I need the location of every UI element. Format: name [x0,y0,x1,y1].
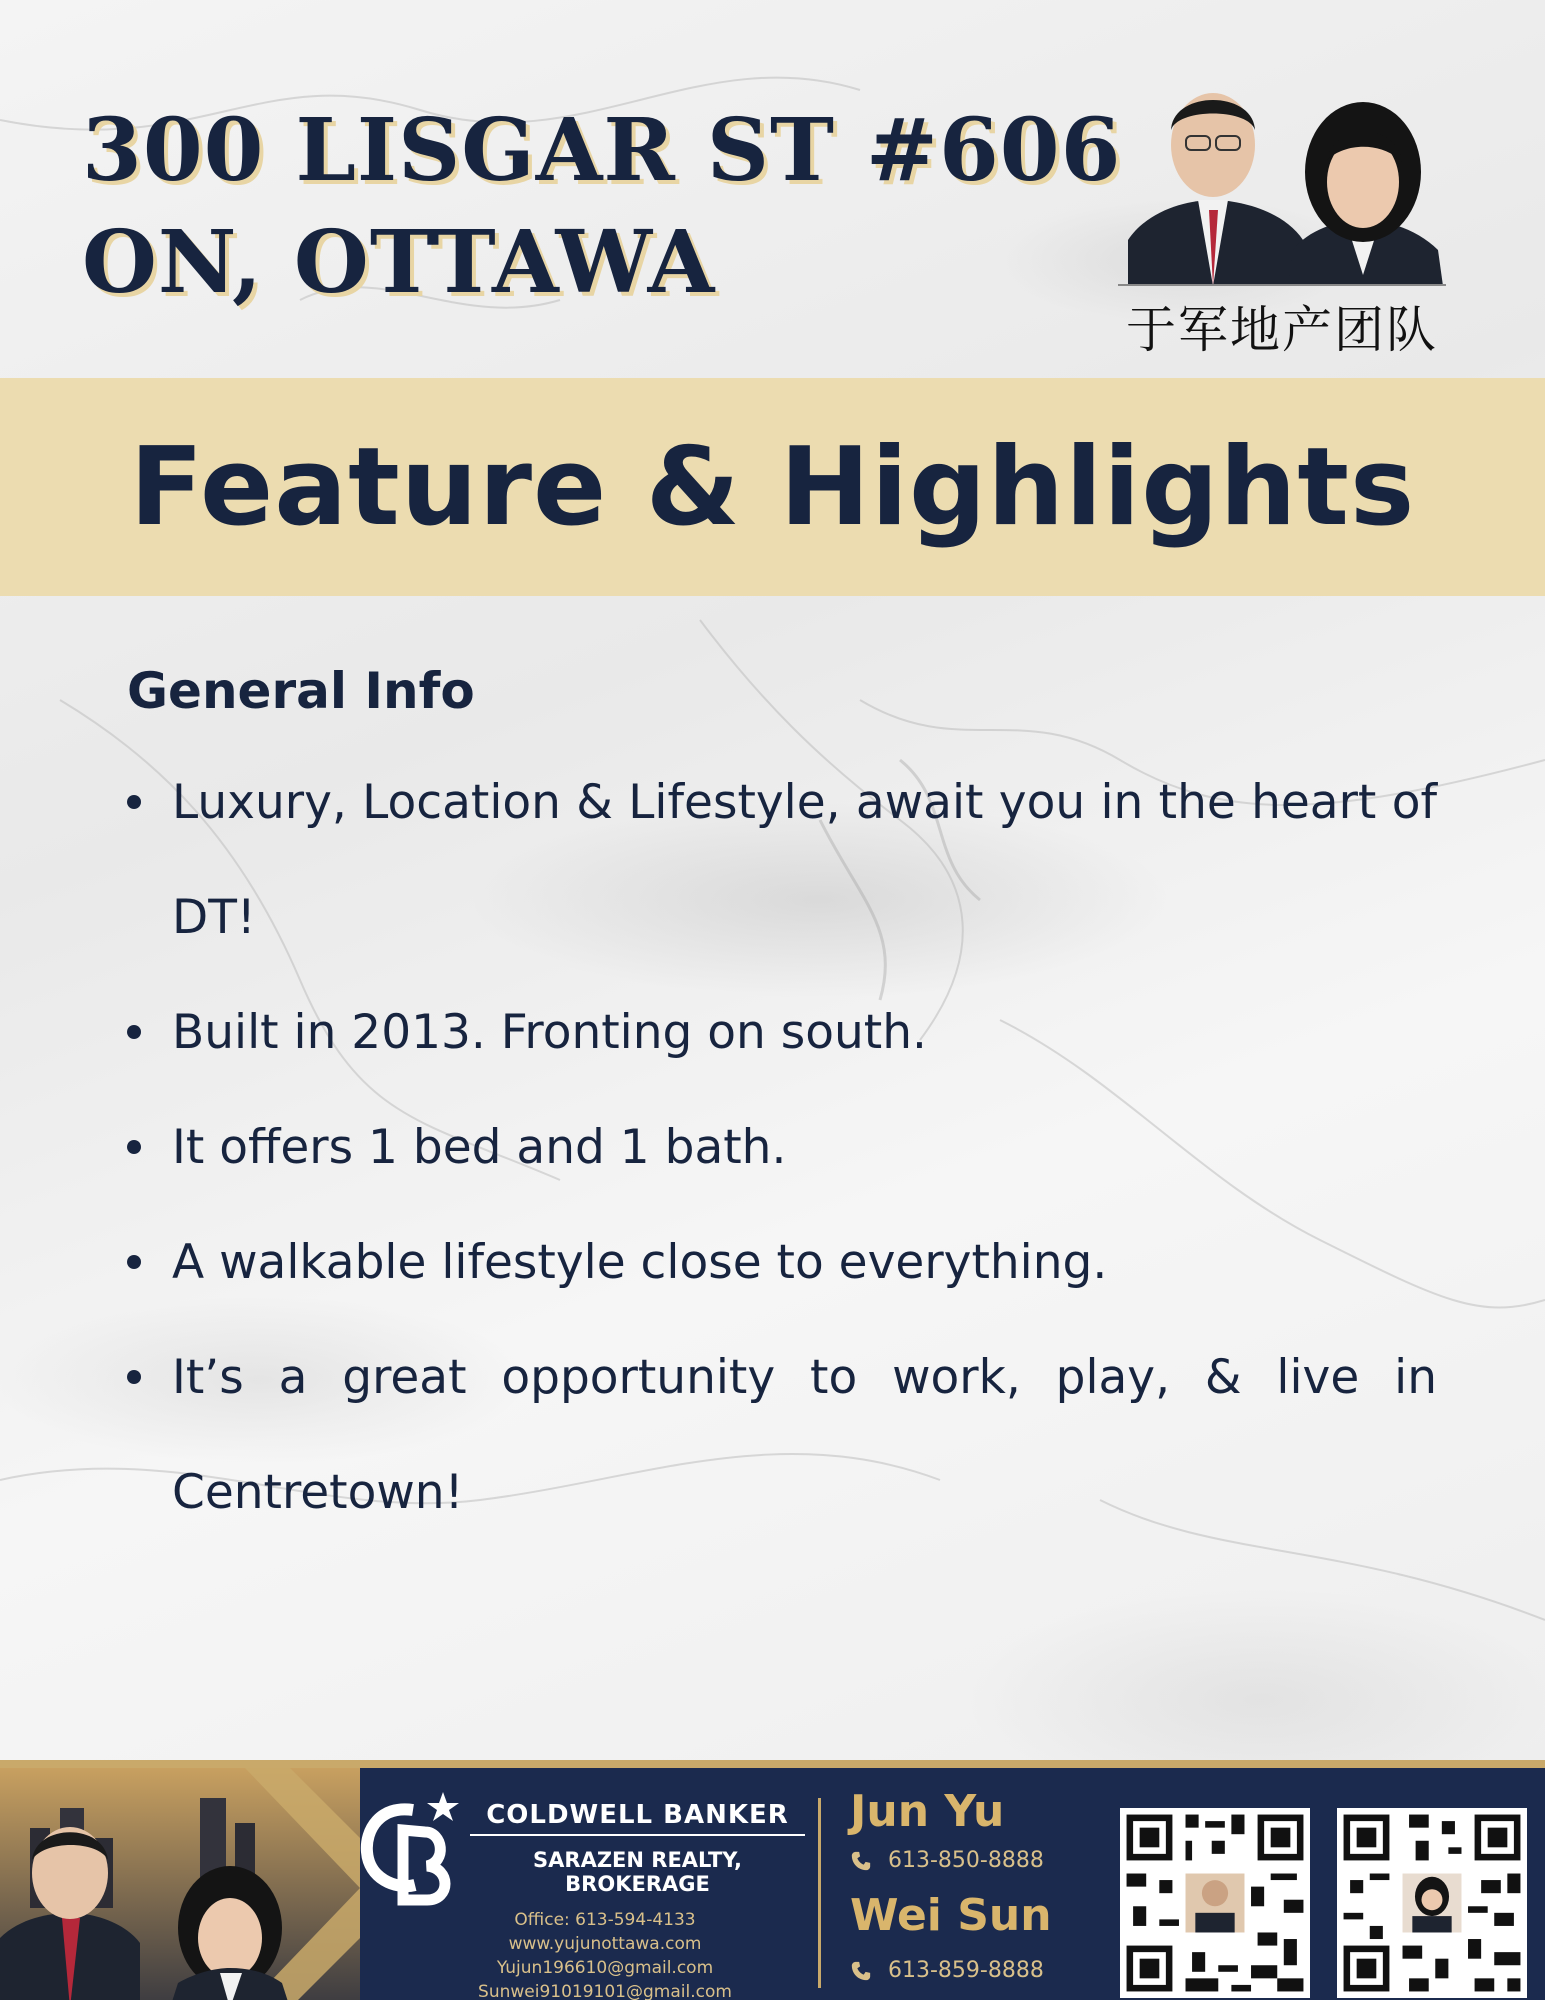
bullet-icon [127,795,141,809]
agent-name: Wei Sun [850,1890,1052,1941]
footer [0,1760,1545,2000]
brokerage-name: SARAZEN REALTY, BROKERAGE [533,1848,742,1896]
website-link[interactable]: www.yujunottawa.com [508,1934,702,1954]
bullet-icon [127,1025,141,1039]
list-item: It’s a great opportunity to work, play, & live in Centretown! [127,1320,1437,1550]
property-address [82,95,1121,319]
section-heading: General Info [127,662,475,720]
bullet-icon [127,1140,141,1154]
list-item: Luxury, Location & Lifestyle, await you in the heart of DT! [127,745,1437,975]
phone-icon [850,1850,872,1872]
address-line-2: ON, OTTAWA [82,212,716,313]
list-item: Built in 2013. Fronting on south. [127,975,1437,1090]
agent-phone: 613-850-8888 [850,1848,1044,1873]
team-name: 于军地产团队 [1126,301,1438,359]
email-link[interactable]: Yujun196610@gmail.com [496,1958,714,1978]
brand-name: COLDWELL BANKER [470,1800,805,1836]
banner-title: Feature & Highlights [129,424,1416,550]
qr-code[interactable] [1120,1808,1310,1998]
email-link[interactable]: Sunwei91019101@gmail.com [478,1982,732,2000]
list-item: A walkable lifestyle close to everything. [127,1205,1437,1320]
agents-photo [1118,50,1446,286]
bullet-icon [127,1370,141,1384]
address-line-1: 300 LISGAR ST #606 [82,100,1122,201]
bullet-icon [127,1255,141,1269]
qr-code[interactable] [1337,1808,1527,1998]
coldwell-banker-logo [355,1790,460,1910]
agent-phone: 613-859-8888 [850,1958,1044,1983]
footer-agents-photo [0,1768,360,2000]
agent-name: Jun Yu [850,1786,1005,1837]
footer-divider [818,1798,821,1988]
list-item: It offers 1 bed and 1 bath. [127,1090,1437,1205]
feature-banner [0,378,1545,596]
contact-info [420,1908,790,2000]
office-phone: Office: 613-594-4133 [514,1910,696,1930]
phone-icon [850,1960,872,1982]
feature-list [127,745,1437,1550]
